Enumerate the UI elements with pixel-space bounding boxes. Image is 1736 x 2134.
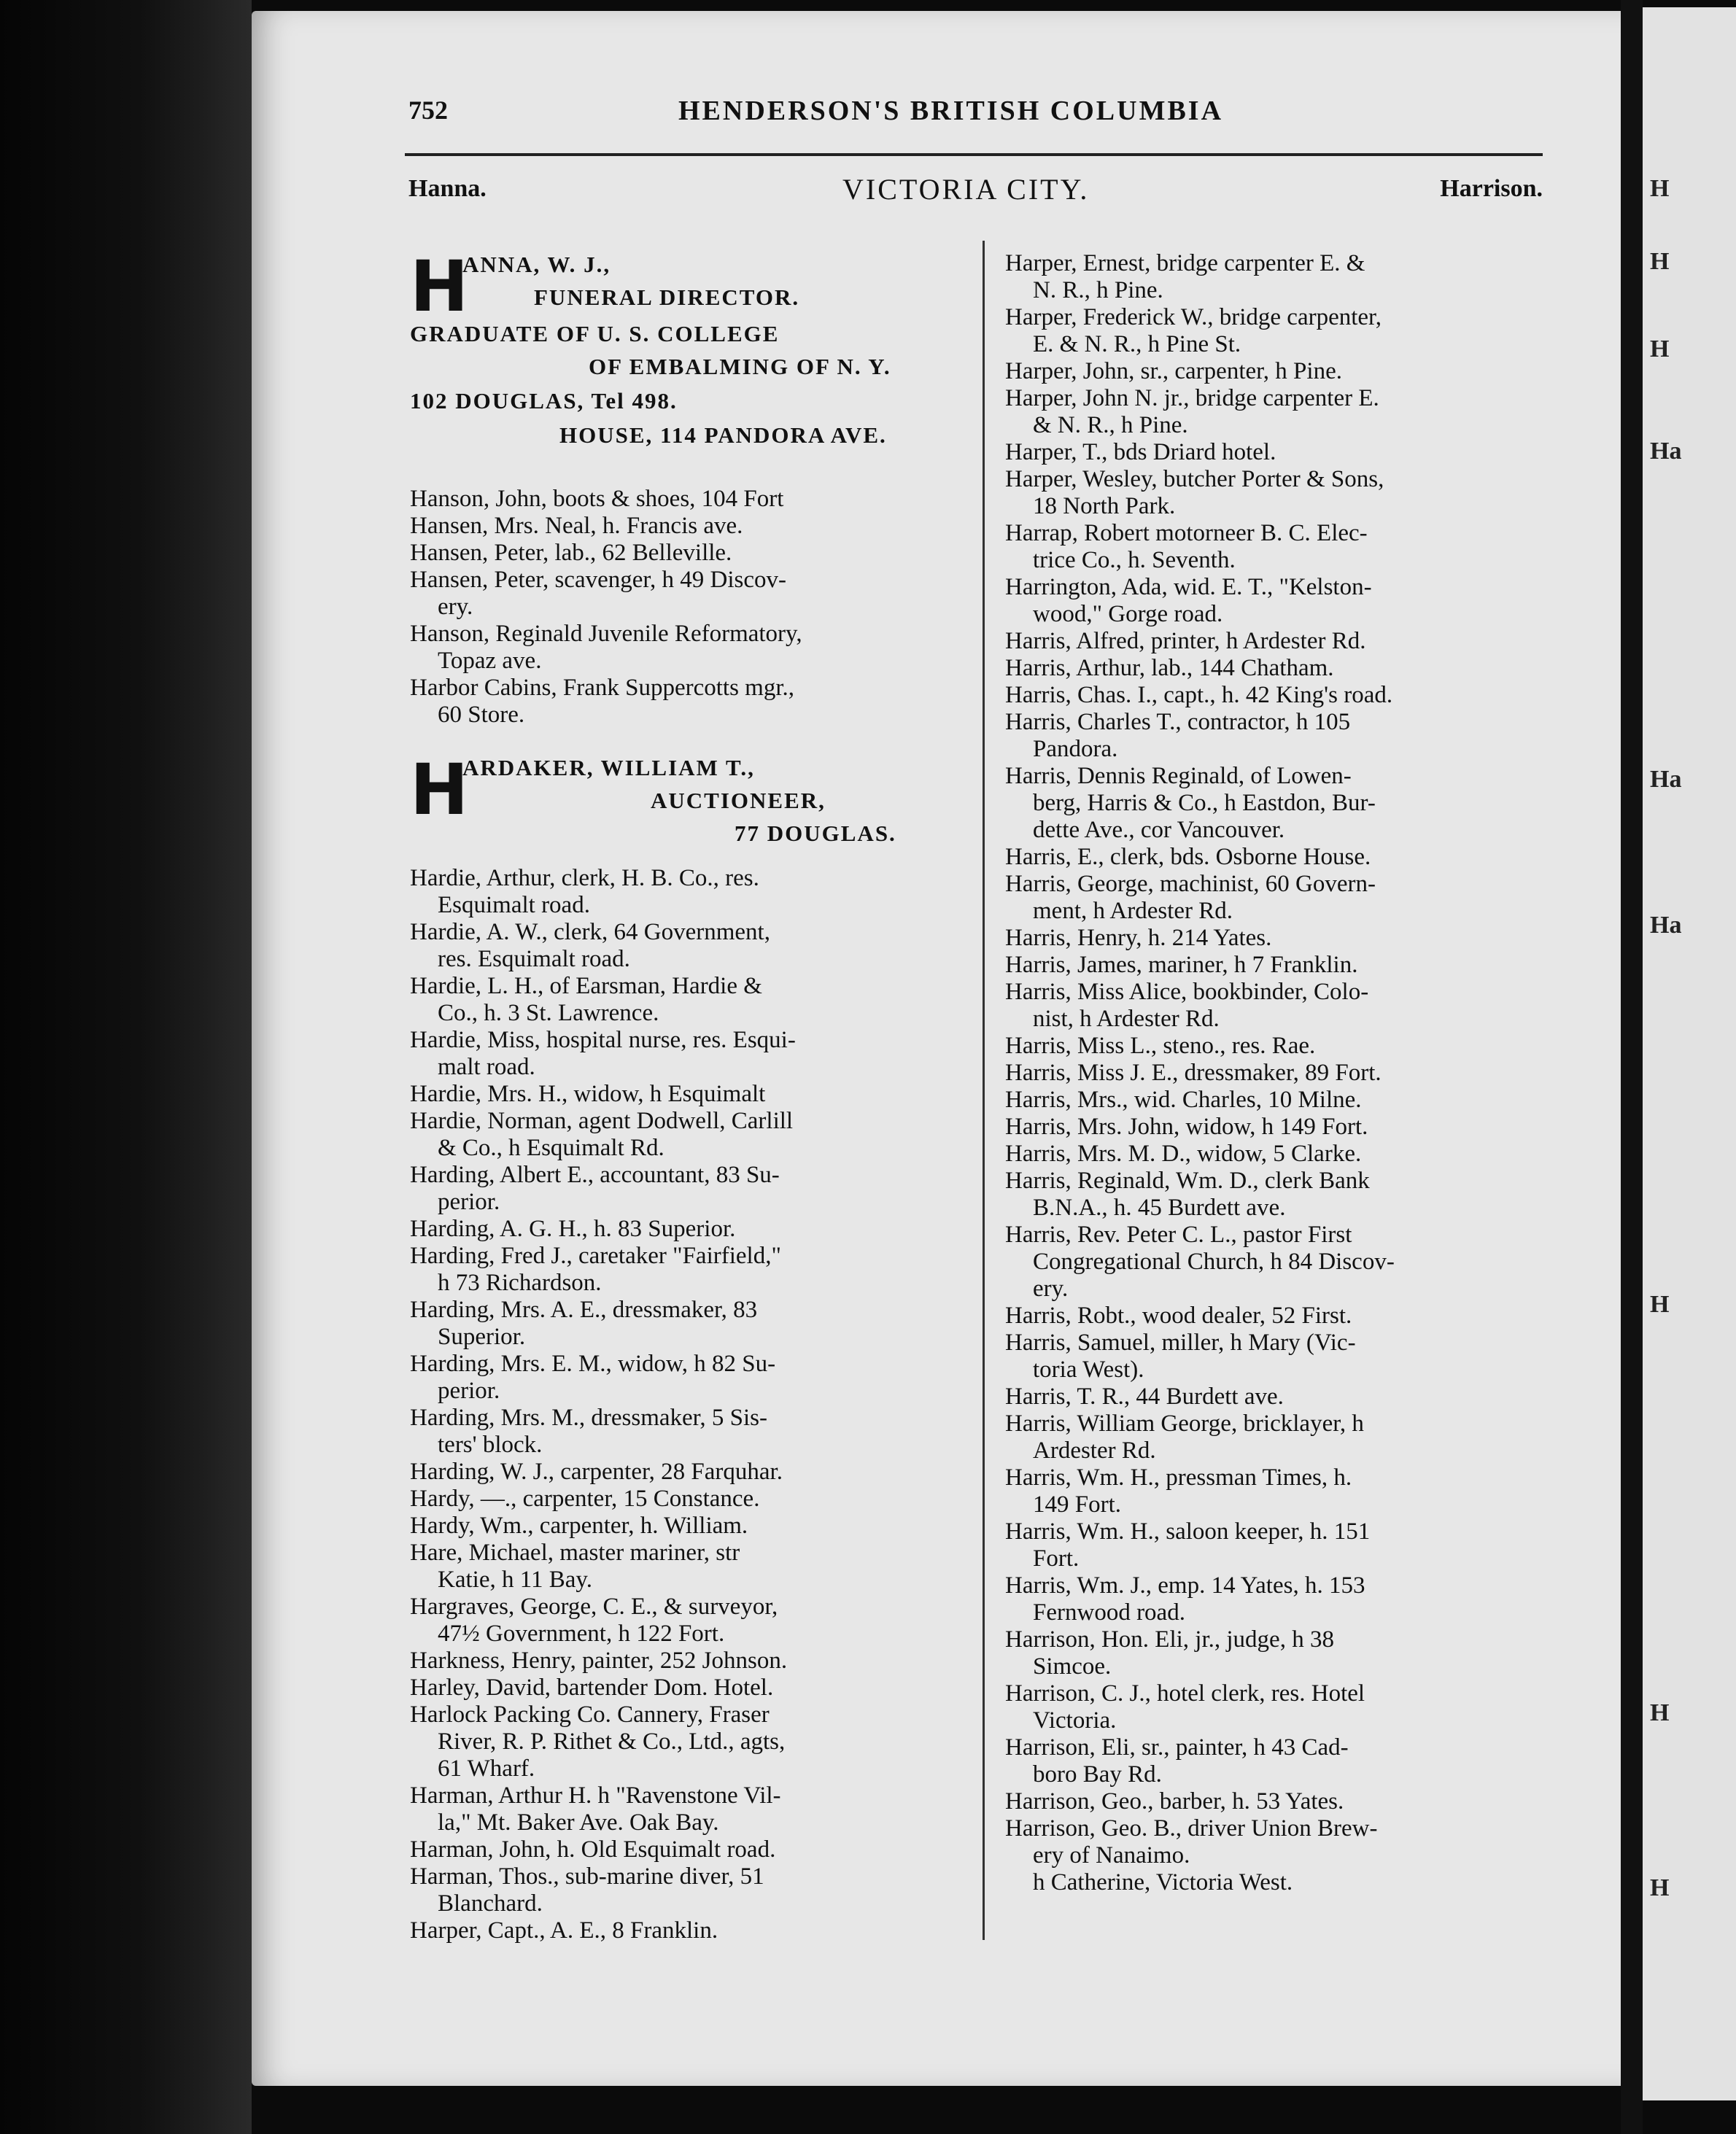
directory-entry: [1005, 979, 1559, 1033]
next-page-fragment: H: [1650, 175, 1670, 202]
entry-text: Hansen, Peter, lab., 62 Belleville.: [410, 540, 732, 566]
entry-continuation: h Catherine, Victoria West.: [1033, 1869, 1293, 1896]
entry-text: Hare, Michael, master mariner, str: [410, 1540, 740, 1566]
entry-text: Harris, Miss J. E., dressmaker, 89 Fort.: [1005, 1060, 1382, 1086]
directory-entry: [410, 1782, 964, 1836]
next-page-fragment: H: [1650, 248, 1670, 275]
directory-entry: [1005, 1464, 1559, 1518]
directory-entry: [410, 1351, 964, 1405]
entry-text: Harper, Capt., A. E., 8 Franklin.: [410, 1917, 718, 1944]
adjacent-page-edge: [1643, 7, 1736, 2100]
entry-text: Hardie, L. H., of Earsman, Hardie &: [410, 973, 762, 999]
directory-entry: [1005, 871, 1559, 925]
directory-entry: [1005, 817, 1559, 844]
entry-text: Harper, Ernest, bridge carpenter E. &: [1005, 250, 1365, 276]
directory-entry: [1005, 628, 1559, 655]
directory-entry: [410, 675, 964, 729]
entry-continuation: River, R. P. Rithet & Co., Ltd., agts,: [438, 1728, 786, 1755]
directory-entry: [1005, 763, 1559, 817]
entry-continuation: ery.: [438, 594, 473, 620]
directory-entry: [1005, 682, 1559, 709]
entry-text: Harris, George, machinist, 60 Govern-: [1005, 871, 1376, 897]
ad-line: HOUSE, 114 PANDORA AVE.: [559, 422, 887, 448]
entry-text: Harris, Wm. H., pressman Times, h.: [1005, 1464, 1352, 1491]
directory-entry: [410, 513, 964, 540]
ad-line: GRADUATE OF U. S. COLLEGE: [410, 321, 780, 346]
directory-entry: [1005, 1869, 1559, 1896]
ad-line: ANNA, W. J.,: [462, 252, 611, 277]
entry-text: Harris, Miss Alice, bookbinder, Colo-: [1005, 979, 1369, 1005]
entry-text: Harris, Chas. I., capt., h. 42 King's road.: [1005, 682, 1393, 708]
entry-text: Harper, Wesley, butcher Porter & Sons,: [1005, 466, 1384, 492]
entry-text: Harrington, Ada, wid. E. T., "Kelston-: [1005, 574, 1372, 600]
directory-entry: [1005, 1626, 1559, 1680]
directory-entry: [1005, 1141, 1559, 1168]
directory-entry: [1005, 655, 1559, 682]
directory-entry: [1005, 1222, 1559, 1276]
directory-entry: [410, 1027, 964, 1081]
directory-entry: [1005, 439, 1559, 466]
directory-entry: [410, 919, 964, 973]
directory-entry: [410, 1108, 964, 1162]
entry-text: Harris, Samuel, miller, h Mary (Vic-: [1005, 1330, 1356, 1356]
entry-text: Harris, Mrs., wid. Charles, 10 Milne.: [1005, 1087, 1362, 1113]
entry-continuation: Simcoe.: [1033, 1653, 1112, 1680]
directory-entry: [1005, 1734, 1559, 1788]
right-guide-word: Harrison.: [1440, 175, 1543, 202]
entry-text: Hardy, Wm., carpenter, h. William.: [410, 1513, 748, 1539]
directory-entry: [410, 1755, 964, 1782]
entry-text: Harris, Arthur, lab., 144 Chatham.: [1005, 655, 1334, 681]
directory-entry: [1005, 925, 1559, 952]
entry-text: Hargraves, George, C. E., & surveyor,: [410, 1594, 778, 1620]
directory-entry: [410, 1594, 964, 1648]
entry-text: Harper, John, sr., carpenter, h Pine.: [1005, 358, 1342, 384]
page-number: 752: [408, 96, 448, 125]
entry-text: Harris, T. R., 44 Burdett ave.: [1005, 1384, 1284, 1410]
entry-continuation: Ardester Rd.: [1033, 1437, 1156, 1464]
directory-entry: [410, 973, 964, 1027]
entry-continuation: ters' block.: [438, 1432, 543, 1458]
left-guide-word: Hanna.: [408, 175, 487, 202]
entry-continuation: 18 North Park.: [1033, 493, 1176, 519]
entry-text: Harris, Mrs. M. D., widow, 5 Clarke.: [1005, 1141, 1362, 1167]
entry-text: Harman, Thos., sub-marine diver, 51: [410, 1863, 764, 1890]
entry-continuation: Blanchard.: [438, 1890, 543, 1917]
entry-text: Harper, John N. jr., bridge carpenter E.: [1005, 385, 1379, 411]
ad-line: FUNERAL DIRECTOR.: [534, 284, 800, 310]
entry-text: Hardie, Norman, agent Dodwell, Carlill: [410, 1108, 794, 1134]
drop-cap: H: [410, 246, 469, 327]
entry-text: Harley, David, bartender Dom. Hotel.: [410, 1675, 774, 1701]
entry-text: Harrison, C. J., hotel clerk, res. Hotel: [1005, 1680, 1365, 1707]
next-page-fragment: Ha: [1650, 438, 1682, 465]
entry-text: Harding, Albert E., accountant, 83 Su-: [410, 1162, 780, 1188]
next-page-fragment: H: [1650, 1874, 1670, 1901]
directory-entry: [410, 1702, 964, 1755]
entry-text: Harding, A. G. H., h. 83 Superior.: [410, 1216, 736, 1242]
entry-text: Harris, Mrs. John, widow, h 149 Fort.: [1005, 1114, 1368, 1140]
entry-text: Harris, Alfred, printer, h Ardester Rd.: [1005, 628, 1366, 654]
directory-entry: [410, 1486, 964, 1513]
entry-text: Harris, Charles T., contractor, h 105: [1005, 709, 1351, 735]
column-divider: [983, 241, 985, 1940]
entry-text: Harris, Wm. H., saloon keeper, h. 151: [1005, 1518, 1371, 1545]
directory-entry: [410, 1863, 964, 1917]
directory-entry: [410, 1917, 964, 1944]
directory-entry: [410, 540, 964, 567]
entry-continuation: Fernwood road.: [1033, 1599, 1185, 1626]
entry-continuation: Congregational Church, h 84 Discov-: [1033, 1249, 1395, 1275]
book-spine: [0, 0, 252, 2134]
entry-text: Harding, Mrs. M., dressmaker, 5 Sis-: [410, 1405, 767, 1431]
next-page-fragment: H: [1650, 1291, 1670, 1318]
ad-line: 77 DOUGLAS.: [735, 820, 896, 846]
directory-entry: [410, 567, 964, 621]
entry-text: Hardie, Miss, hospital nurse, res. Esqui-: [410, 1027, 796, 1053]
entry-continuation: 149 Fort.: [1033, 1491, 1122, 1518]
entry-continuation: Esquimalt road.: [438, 892, 590, 918]
entry-continuation: ery.: [1033, 1276, 1069, 1302]
entry-text: Harman, Arthur H. h "Ravenstone Vil-: [410, 1782, 781, 1809]
entry-text: Harding, W. J., carpenter, 28 Farquhar.: [410, 1459, 783, 1485]
next-page-fragment: H: [1650, 335, 1670, 362]
entry-continuation: Fort.: [1033, 1545, 1080, 1572]
entry-text: Harman, John, h. Old Esquimalt road.: [410, 1836, 776, 1863]
directory-entry: [1005, 358, 1559, 385]
directory-entry: [1005, 1788, 1559, 1815]
entry-text: Hansen, Peter, scavenger, h 49 Discov-: [410, 567, 787, 593]
directory-entry: [410, 1405, 964, 1459]
entry-continuation: Katie, h 11 Bay.: [438, 1567, 593, 1593]
entry-continuation: Superior.: [438, 1324, 526, 1350]
entry-text: Hanson, Reginald Juvenile Reformatory,: [410, 621, 802, 647]
ad-line: AUCTIONEER,: [651, 788, 826, 813]
entry-continuation: berg, Harris & Co., h Eastdon, Bur-: [1033, 790, 1376, 816]
directory-entry: [410, 1675, 964, 1702]
entry-text: Harris, James, mariner, h 7 Franklin.: [1005, 952, 1358, 978]
entry-text: Harkness, Henry, painter, 252 Johnson.: [410, 1648, 788, 1674]
entry-text: Harding, Fred J., caretaker "Fairfield,": [410, 1243, 781, 1269]
entry-text: Harbor Cabins, Frank Suppercotts mgr.,: [410, 675, 795, 701]
entry-text: Harlock Packing Co. Cannery, Fraser: [410, 1702, 770, 1728]
book-title: HENDERSON'S BRITISH COLUMBIA: [678, 96, 1224, 126]
entry-continuation: dette Ave., cor Vancouver.: [1033, 817, 1285, 843]
entry-continuation: la," Mt. Baker Ave. Oak Bay.: [438, 1809, 719, 1836]
directory-entry: [1005, 385, 1559, 439]
page-gutter: [1621, 0, 1643, 2134]
directory-entry: [1005, 952, 1559, 979]
entry-continuation: ery of Nanaimo.: [1033, 1842, 1190, 1869]
section-title: VICTORIA CITY.: [842, 173, 1090, 206]
entry-text: Harding, Mrs. E. M., widow, h 82 Su-: [410, 1351, 776, 1377]
next-page-fragment: H: [1650, 1699, 1670, 1726]
drop-cap: H: [410, 749, 469, 831]
directory-entry: [410, 1459, 964, 1486]
ad-line: ARDAKER, WILLIAM T.,: [462, 755, 755, 780]
entry-continuation: E. & N. R., h Pine St.: [1033, 331, 1241, 357]
directory-entry: [1005, 304, 1559, 358]
entry-text: Harrap, Robert motorneer B. C. Elec-: [1005, 520, 1368, 546]
entry-text: Harris, William George, bricklayer, h: [1005, 1411, 1364, 1437]
entry-text: Harding, Mrs. A. E., dressmaker, 83: [410, 1297, 758, 1323]
next-page-fragment: Ha: [1650, 766, 1682, 793]
directory-entry: [410, 865, 964, 919]
directory-entry: [1005, 574, 1559, 628]
entry-continuation: boro Bay Rd.: [1033, 1761, 1162, 1788]
entry-text: Hardie, Arthur, clerk, H. B. Co., res.: [410, 865, 759, 891]
entry-text: Harris, Henry, h. 214 Yates.: [1005, 925, 1272, 951]
entry-continuation: N. R., h Pine.: [1033, 277, 1163, 303]
directory-entry: [1005, 1114, 1559, 1141]
entry-text: Harris, Rev. Peter C. L., pastor First: [1005, 1222, 1352, 1248]
entry-continuation: Pandora.: [1033, 736, 1118, 762]
directory-entry: [410, 1162, 964, 1216]
entry-continuation: 61 Wharf.: [438, 1755, 535, 1782]
directory-entry: [410, 1513, 964, 1540]
ad-line: 102 DOUGLAS, Tel 498.: [410, 388, 678, 414]
entry-continuation: ment, h Ardester Rd.: [1033, 898, 1233, 924]
entry-continuation: B.N.A., h. 45 Burdett ave.: [1033, 1195, 1286, 1221]
entry-continuation: Topaz ave.: [438, 648, 542, 674]
entry-continuation: malt road.: [438, 1054, 535, 1080]
entry-text: Harper, T., bds Driard hotel.: [1005, 439, 1276, 465]
entry-continuation: wood," Gorge road.: [1033, 601, 1223, 627]
ad-line: OF EMBALMING OF N. Y.: [589, 354, 891, 379]
entry-continuation: 47½ Government, h 122 Fort.: [438, 1621, 725, 1647]
directory-entry: [410, 1081, 964, 1108]
directory-entry: [410, 1216, 964, 1243]
entry-continuation: h 73 Richardson.: [438, 1270, 602, 1296]
directory-entry: [1005, 1168, 1559, 1222]
entry-text: Harris, Robt., wood dealer, 52 First.: [1005, 1303, 1352, 1329]
directory-entry: [1005, 1303, 1559, 1330]
directory-entry: [1005, 1411, 1559, 1464]
entry-text: Harrison, Geo., barber, h. 53 Yates.: [1005, 1788, 1344, 1815]
entry-continuation: & N. R., h Pine.: [1033, 412, 1188, 438]
directory-entry: [410, 486, 964, 513]
entry-text: Harrison, Eli, sr., painter, h 43 Cad-: [1005, 1734, 1349, 1761]
directory-entry: [1005, 466, 1559, 520]
directory-entry: [1005, 844, 1559, 871]
entry-text: Harris, Dennis Reginald, of Lowen-: [1005, 763, 1352, 789]
directory-entry: [1005, 1060, 1559, 1087]
entry-text: Hardie, A. W., clerk, 64 Government,: [410, 919, 770, 945]
directory-entry: [1005, 250, 1559, 304]
entry-text: Harrison, Geo. B., driver Union Brew-: [1005, 1815, 1378, 1842]
directory-entry: [1005, 1276, 1559, 1303]
directory-entry: [1005, 1572, 1559, 1626]
entry-continuation: perior.: [438, 1378, 500, 1404]
entry-continuation: trice Co., h. Seventh.: [1033, 547, 1236, 573]
directory-entry: [1005, 1815, 1559, 1869]
entry-text: Harris, Reginald, Wm. D., clerk Bank: [1005, 1168, 1370, 1194]
directory-entry: [1005, 1330, 1559, 1384]
header-rule: [405, 153, 1543, 156]
directory-entry: [410, 621, 964, 675]
entry-continuation: Victoria.: [1033, 1707, 1117, 1734]
directory-entry: [1005, 1384, 1559, 1411]
directory-entry: [410, 1648, 964, 1675]
directory-entry: [410, 1243, 964, 1297]
entry-continuation: toria West).: [1033, 1357, 1144, 1383]
directory-entry: [410, 1540, 964, 1594]
directory-entry: [1005, 1087, 1559, 1114]
entry-text: Harris, E., clerk, bds. Osborne House.: [1005, 844, 1371, 870]
directory-entry: [410, 1836, 964, 1863]
directory-entry: [1005, 520, 1559, 574]
entry-text: Hansen, Mrs. Neal, h. Francis ave.: [410, 513, 743, 539]
entry-text: Harris, Wm. J., emp. 14 Yates, h. 153: [1005, 1572, 1365, 1599]
entry-continuation: Co., h. 3 St. Lawrence.: [438, 1000, 659, 1026]
entry-continuation: & Co., h Esquimalt Rd.: [438, 1135, 664, 1161]
entry-text: Hardie, Mrs. H., widow, h Esquimalt: [410, 1081, 766, 1107]
entry-text: Harrison, Hon. Eli, jr., judge, h 38: [1005, 1626, 1334, 1653]
entry-text: Harris, Miss L., steno., res. Rae.: [1005, 1033, 1316, 1059]
entry-continuation: res. Esquimalt road.: [438, 946, 630, 972]
directory-entry: [1005, 1033, 1559, 1060]
entry-continuation: 60 Store.: [438, 702, 525, 728]
directory-entry: [1005, 709, 1559, 763]
directory-entry: [1005, 1518, 1559, 1572]
entry-text: Hanson, John, boots & shoes, 104 Fort: [410, 486, 784, 512]
entry-continuation: perior.: [438, 1189, 500, 1215]
entry-text: Hardy, —., carpenter, 15 Constance.: [410, 1486, 760, 1512]
directory-entry: [410, 1297, 964, 1351]
entry-text: Harper, Frederick W., bridge carpenter,: [1005, 304, 1382, 330]
entry-continuation: nist, h Ardester Rd.: [1033, 1006, 1220, 1032]
next-page-fragment: Ha: [1650, 912, 1682, 939]
directory-entry: [1005, 1680, 1559, 1734]
